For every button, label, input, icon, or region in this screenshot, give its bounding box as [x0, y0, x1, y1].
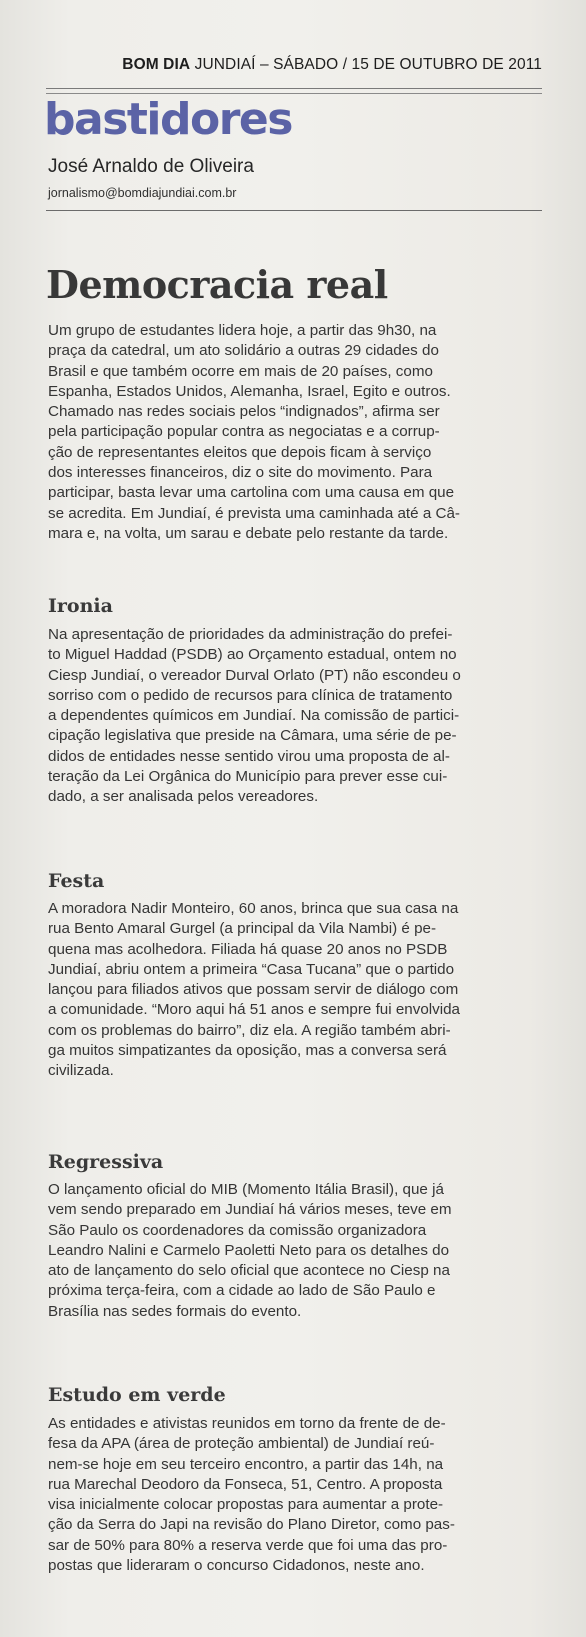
article-line: participar, basta levar uma cartolina com uma causa em que — [48, 484, 455, 502]
article-line: postas que lideraram o concurso Cidadonos, neste ano. — [48, 1557, 425, 1575]
masthead — [122, 56, 542, 74]
article-line: Chamado nas redes sociais pelos “indignados”, afirma ser — [48, 403, 440, 421]
article-line: Brasil e que também ocorre em mais de 20 países, como — [48, 362, 433, 380]
article-line: teração da Lei Orgânica do Município para prever esse cui- — [48, 768, 448, 786]
subhead-estudo-em-verde: Estudo em verde — [48, 1384, 226, 1406]
author-rule — [46, 210, 542, 211]
section-title: bastidores — [44, 94, 292, 145]
article-line: vem sendo preparado em Jundiaí há vários meses, teve em — [48, 1201, 452, 1219]
article-line: didos de entidades nesse sentido virou uma proposta de al- — [48, 747, 450, 765]
article-line: As entidades e ativistas reunidos em torno da frente de de- — [48, 1415, 446, 1432]
article-line: Ciesp Jundiaí, o vereador Durval Orlato (PT) não escondeu o — [48, 666, 461, 684]
author-email: jornalismo@bomdiajundiai.com.br — [48, 186, 237, 200]
article-line: mara e, na volta, um sarau e debate pelo restante da tarde. — [48, 524, 449, 542]
article-line: to Miguel Haddad (PSDB) ao Orçamento estadual, ontem no — [48, 646, 457, 664]
article-line: próxima terça-feira, com a cidade ao lado de São Paulo e — [48, 1282, 436, 1300]
article-line: Um grupo de estudantes lidera hoje, a partir das 9h30, na — [48, 322, 437, 339]
subhead-regressiva: Regressiva — [48, 1151, 164, 1173]
article-line: rua Marechal Deodoro da Fonseca, 51, Centro. A proposta — [48, 1475, 443, 1493]
article-line: Espanha, Estados Unidos, Alemanha, Israel, Egito e outros. — [48, 382, 451, 400]
article-lead — [48, 321, 542, 544]
article-ironia — [48, 625, 542, 808]
article-line: visa inicialmente colocar propostas para aumentar a prote- — [48, 1496, 444, 1514]
article-line: a comunidade. “Moro aqui há 51 anos e sempre fui envolvida — [48, 1001, 460, 1019]
article-line: ção de representantes eleitos que depois ficam à serviço — [48, 443, 432, 461]
article-line: Leandro Nalini e Carmelo Paoletti Neto para os detalhes do — [48, 1241, 450, 1259]
article-line: O lançamento oficial do MIB (Momento Itália Brasil), que já — [48, 1181, 444, 1198]
article-line: Brasília nas sedes formais do evento. — [48, 1302, 302, 1320]
article-line: quena mas acolhedora. Filiada há quase 20 anos no PSDB — [48, 940, 448, 958]
article-line: ção da Serra do Japi na revisão do Plano Diretor, como pas- — [48, 1516, 455, 1534]
article-line: praça da catedral, um ato solidário a outras 29 cidades do — [48, 342, 439, 360]
masthead-date: JUNDIAÍ – SÁBADO / 15 DE OUTUBRO DE 2011 — [194, 56, 542, 73]
article-line: fesa da APA (área de proteção ambiental) de Jundiaí reú- — [48, 1435, 435, 1453]
author-name: José Arnaldo de Oliveira — [48, 156, 254, 177]
article-regressiva — [48, 1180, 542, 1322]
subhead-festa: Festa — [48, 870, 105, 892]
masthead-brand: BOM DIA — [122, 56, 191, 73]
headline: Democracia real — [46, 262, 388, 307]
article-line: com os problemas do bairro”, diz ela. A região também abri- — [48, 1021, 451, 1039]
article-line: sorriso com o pedido de recursos para clínica de tratamento — [48, 686, 453, 704]
article-line: dado, a ser analisada pelos vereadores. — [48, 788, 319, 806]
article-line: Na apresentação de prioridades da administração do prefei- — [48, 626, 453, 643]
article-festa — [48, 899, 542, 1082]
article-line: São Paulo os coordenadores da comissão organizadora — [48, 1221, 427, 1239]
article-line: civilizada. — [48, 1062, 114, 1080]
article-estudo-em-verde — [48, 1414, 542, 1576]
article-line: a dependentes químicos em Jundiaí. Na comissão de partici- — [48, 707, 460, 725]
article-line: lançou para filiados ativos que possam servir de diálogo com — [48, 981, 459, 999]
article-line: A moradora Nadir Monteiro, 60 anos, brinca que sua casa na — [48, 900, 459, 917]
article-line: rua Bento Amaral Gurgel (a principal da Vila Nambi) é pe- — [48, 920, 437, 938]
article-line: ga muitos simpatizantes da oposição, mas a conversa será — [48, 1042, 447, 1060]
article-line: sar de 50% para 80% a reserva verde que foi uma das pro- — [48, 1536, 448, 1554]
article-line: pela participação popular contra as negociatas e a corrup- — [48, 423, 440, 441]
article-line: ato de lançamento do selo oficial que acontece no Ciesp na — [48, 1262, 450, 1280]
article-line: nem-se hoje em seu terceiro encontro, a partir das 14h, na — [48, 1455, 444, 1473]
article-line: se acredita. Em Jundiaí, é prevista uma caminhada até a Câ- — [48, 504, 460, 522]
article-line: Jundiaí, abriu ontem a primeira “Casa Tucana” que o partido — [48, 960, 455, 978]
article-line: dos interesses financeiros, diz o site do movimento. Para — [48, 464, 433, 482]
subhead-ironia: Ironia — [48, 595, 113, 617]
masthead-rule — [46, 88, 542, 89]
article-line: cipação legislativa que preside na Câmara, uma série de pe- — [48, 727, 457, 745]
